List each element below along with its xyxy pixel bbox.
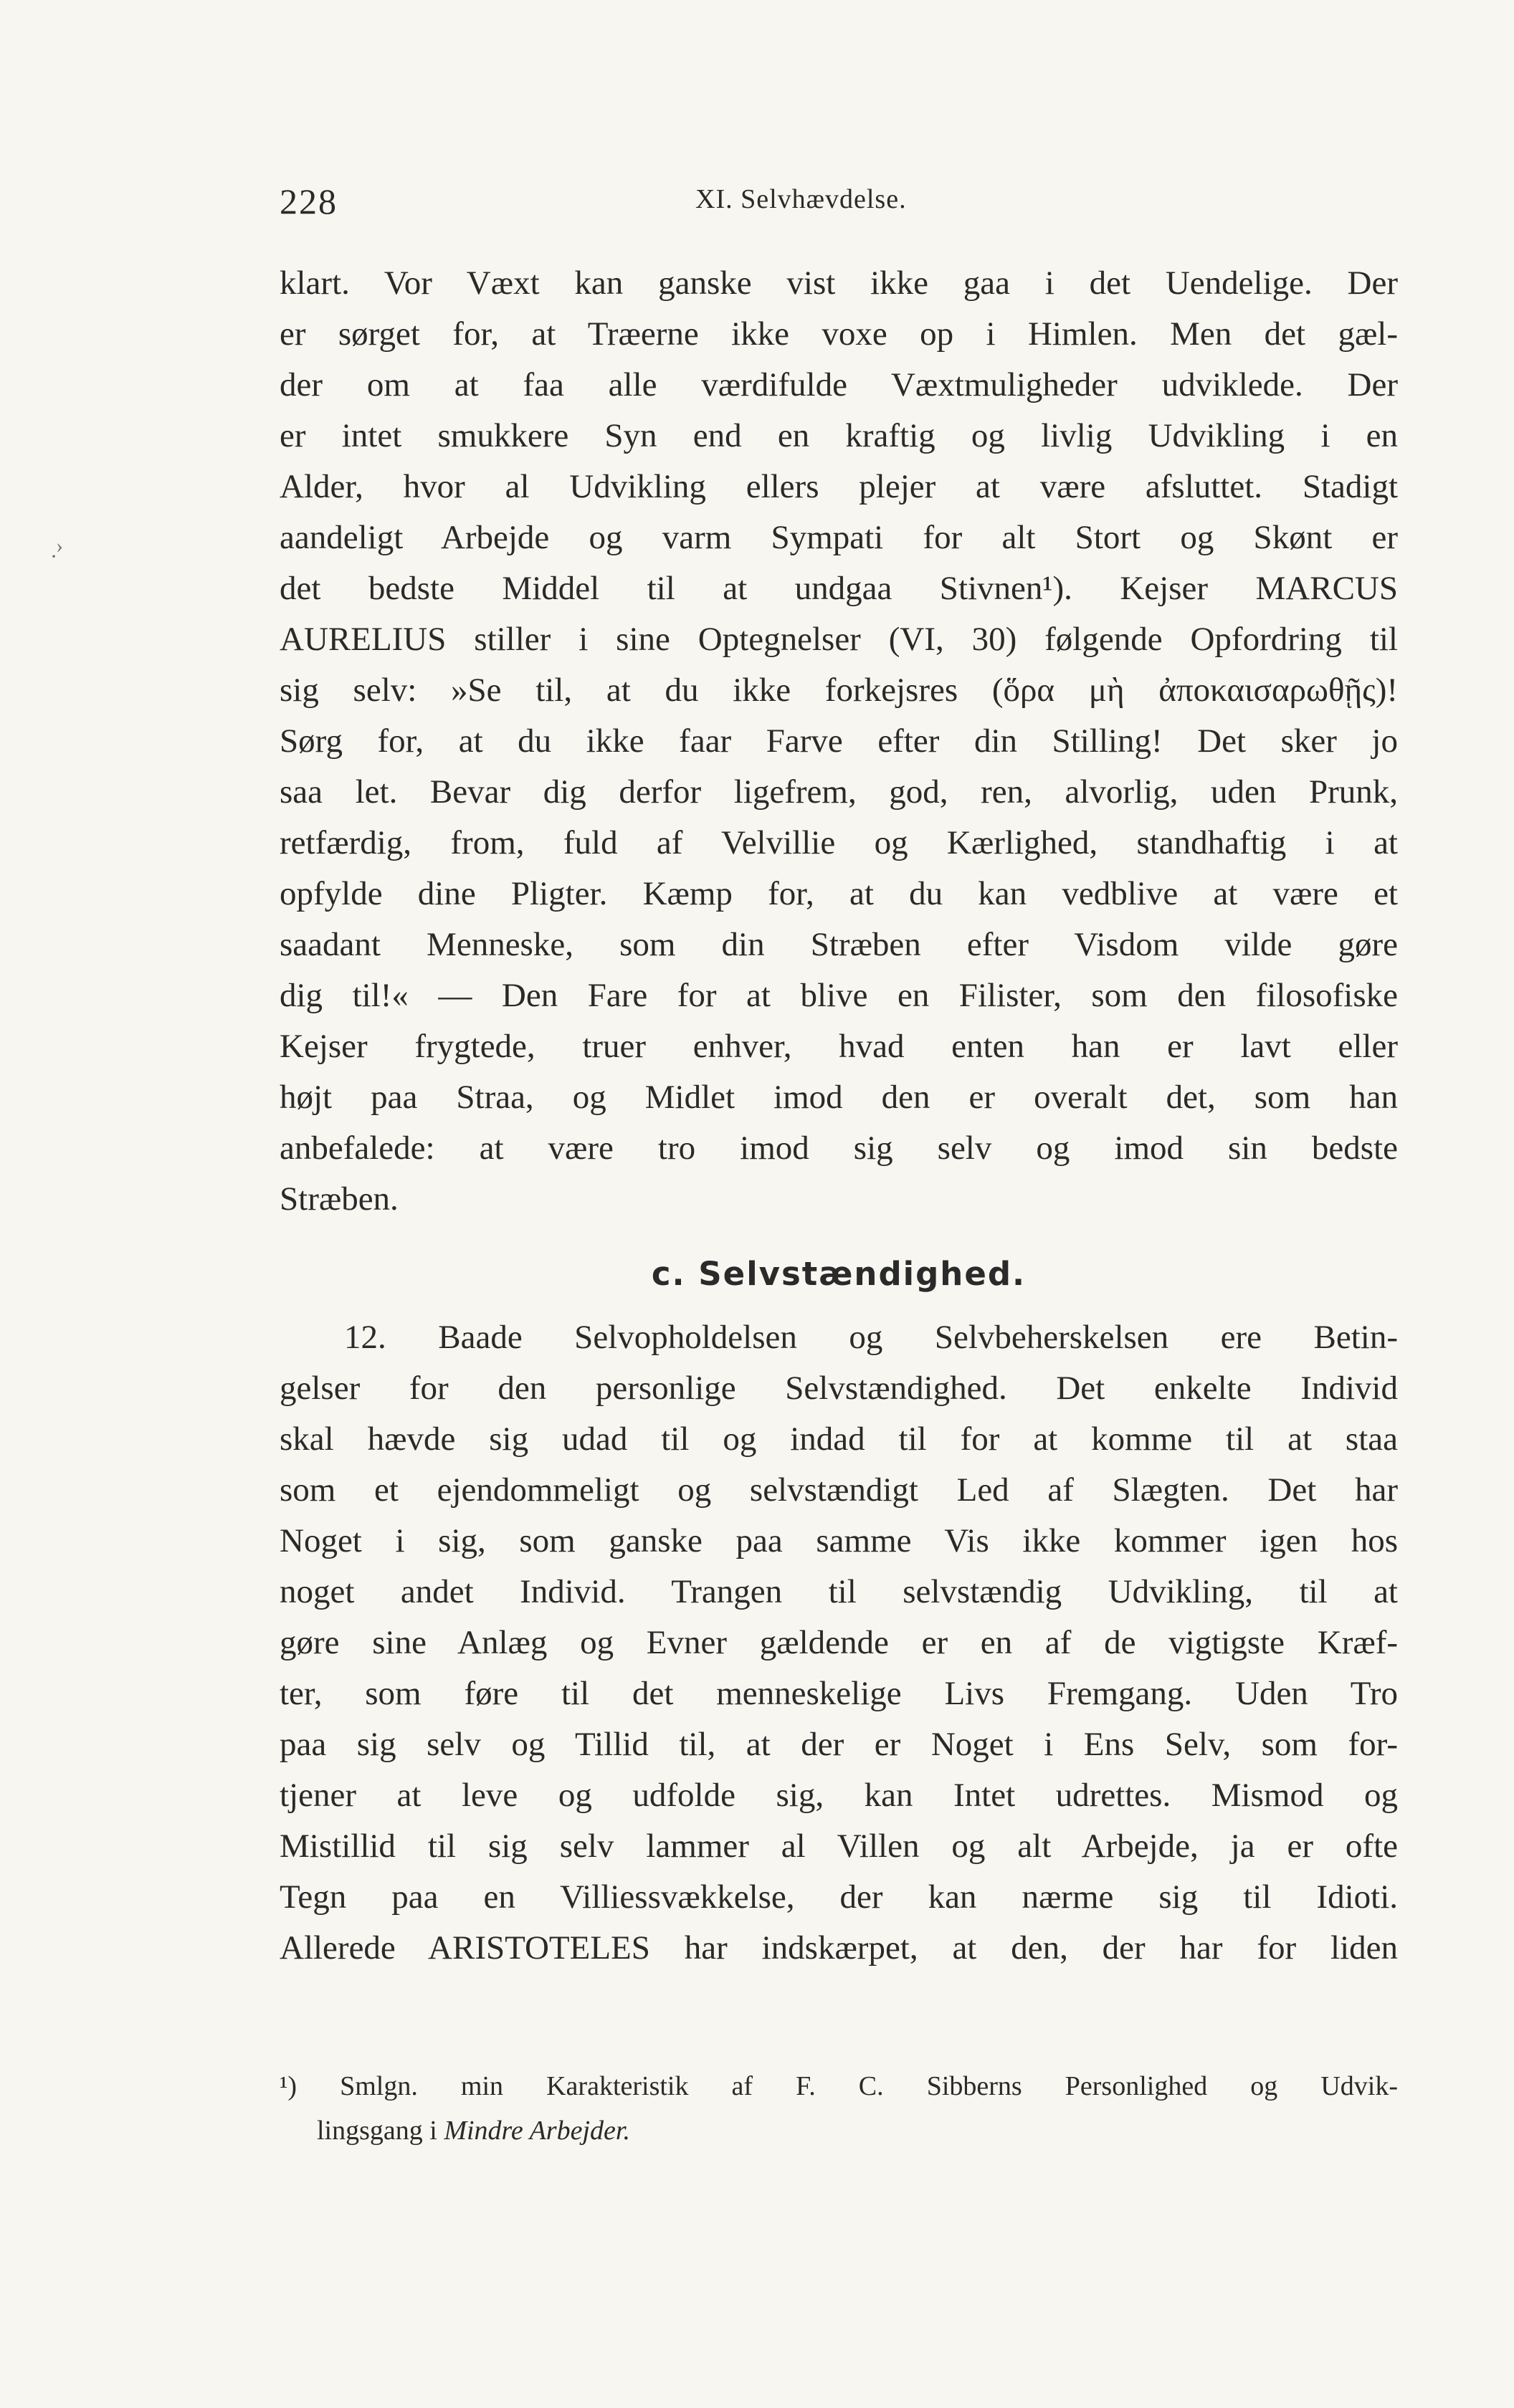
text-line: paa sig selv og Tillid til, at der er Noget i Ens Selv, som for- bbox=[280, 1726, 1398, 1763]
text-line: Stræben. bbox=[280, 1180, 399, 1218]
footnote-book-title: Mindre Arbejder. bbox=[444, 2116, 630, 2146]
text-line: Tegn paa en Villiessvækkelse, der kan nærme sig til Idioti. bbox=[280, 1878, 1398, 1916]
text-line: det bedste Middel til at undgaa Stivnen¹). Kejser MARCUS bbox=[280, 570, 1398, 607]
footnote-line: ¹) Smlgn. min Karakteristik af F. C. Sibberns Personlighed og Udvik- bbox=[280, 2071, 1398, 2101]
text-line: retfærdig, from, fuld af Velvillie og Kærlighed, standhaftig i at bbox=[280, 824, 1398, 861]
text-line: dig til!« — Den Fare for at blive en Filister, som den filosofiske bbox=[280, 977, 1398, 1014]
text-line: Alder, hvor al Udvikling ellers plejer at være afsluttet. Stadigt bbox=[280, 468, 1398, 505]
footnote-line bbox=[280, 2108, 1398, 2153]
page-number: 228 bbox=[280, 181, 338, 221]
text-line: højt paa Straa, og Midlet imod den er overalt det, som han bbox=[280, 1079, 1398, 1116]
text-line: 12. Baade Selvopholdelsen og Selvbeherskelsen ere Betin- bbox=[344, 1319, 1398, 1356]
running-head: XI. Selvhævdelse. bbox=[695, 184, 907, 214]
footnote-text: lingsgang i bbox=[317, 2116, 444, 2146]
section-heading: c. Selvstændighed. bbox=[651, 1255, 1027, 1293]
text-line: sig selv: »Se til, at du ikke forkejsres (ὅρα μὴ ἀποκαισαρωθῇς)! bbox=[280, 672, 1398, 709]
text-line: saa let. Bevar dig derfor ligefrem, god, ren, alvorlig, uden Prunk, bbox=[280, 773, 1398, 811]
text-line: er sørget for, at Træerne ikke voxe op i Himlen. Men det gæl- bbox=[280, 315, 1398, 353]
text-line: der om at faa alle værdifulde Væxtmuligheder udviklede. Der bbox=[280, 366, 1398, 403]
text-line: Mistillid til sig selv lammer al Villen og alt Arbejde, ja er ofte bbox=[280, 1828, 1398, 1865]
paragraph-1 bbox=[280, 258, 1398, 1225]
margin-mark-arrow: › bbox=[56, 534, 63, 558]
text-line: som et ejendommeligt og selvstændigt Led af Slægten. Det har bbox=[280, 1471, 1398, 1509]
text-line: gelser for den personlige Selvstændighed. Det enkelte Individ bbox=[280, 1370, 1398, 1407]
text-line: gøre sine Anlæg og Evner gældende er en af de vigtigste Kræf- bbox=[280, 1624, 1398, 1661]
text-line: er intet smukkere Syn end en kraftig og livlig Udvikling i en bbox=[280, 417, 1398, 454]
text-line: Kejser frygtede, truer enhver, hvad enten han er lavt eller bbox=[280, 1028, 1398, 1065]
text-line: klart. Vor Væxt kan ganske vist ikke gaa i det Uendelige. Der bbox=[280, 264, 1398, 302]
text-line: aandeligt Arbejde og varm Sympati for alt Stort og Skønt er bbox=[280, 519, 1398, 556]
margin-mark-dot: · bbox=[50, 545, 57, 568]
body-text bbox=[280, 258, 1398, 1974]
footnote bbox=[280, 2064, 1398, 2153]
page-header bbox=[280, 181, 1398, 224]
text-line: Sørg for, at du ikke faar Farve efter din Stilling! Det sker jo bbox=[280, 722, 1398, 760]
text-line: AURELIUS stiller i sine Optegnelser (VI, 30) følgende Opfordring til bbox=[280, 621, 1398, 658]
text-line: opfylde dine Pligter. Kæmp for, at du kan vedblive at være et bbox=[280, 875, 1398, 912]
text-line: Noget i sig, som ganske paa samme Vis ikke kommer igen hos bbox=[280, 1522, 1398, 1559]
paragraph-2 bbox=[280, 1312, 1398, 1974]
text-line: ter, som føre til det menneskelige Livs Fremgang. Uden Tro bbox=[280, 1675, 1398, 1712]
text-line: Allerede ARISTOTELES har indskærpet, at den, der har for liden bbox=[280, 1929, 1398, 1967]
text-line: skal hævde sig udad til og indad til for at komme til at staa bbox=[280, 1420, 1398, 1458]
text-line: tjener at leve og udfolde sig, kan Intet udrettes. Mismod og bbox=[280, 1777, 1398, 1814]
text-line: noget andet Individ. Trangen til selvstændig Udvikling, til at bbox=[280, 1573, 1398, 1610]
text-line: anbefalede: at være tro imod sig selv og imod sin bedste bbox=[280, 1129, 1398, 1167]
text-line: saadant Menneske, som din Stræben efter Visdom vilde gøre bbox=[280, 926, 1398, 963]
